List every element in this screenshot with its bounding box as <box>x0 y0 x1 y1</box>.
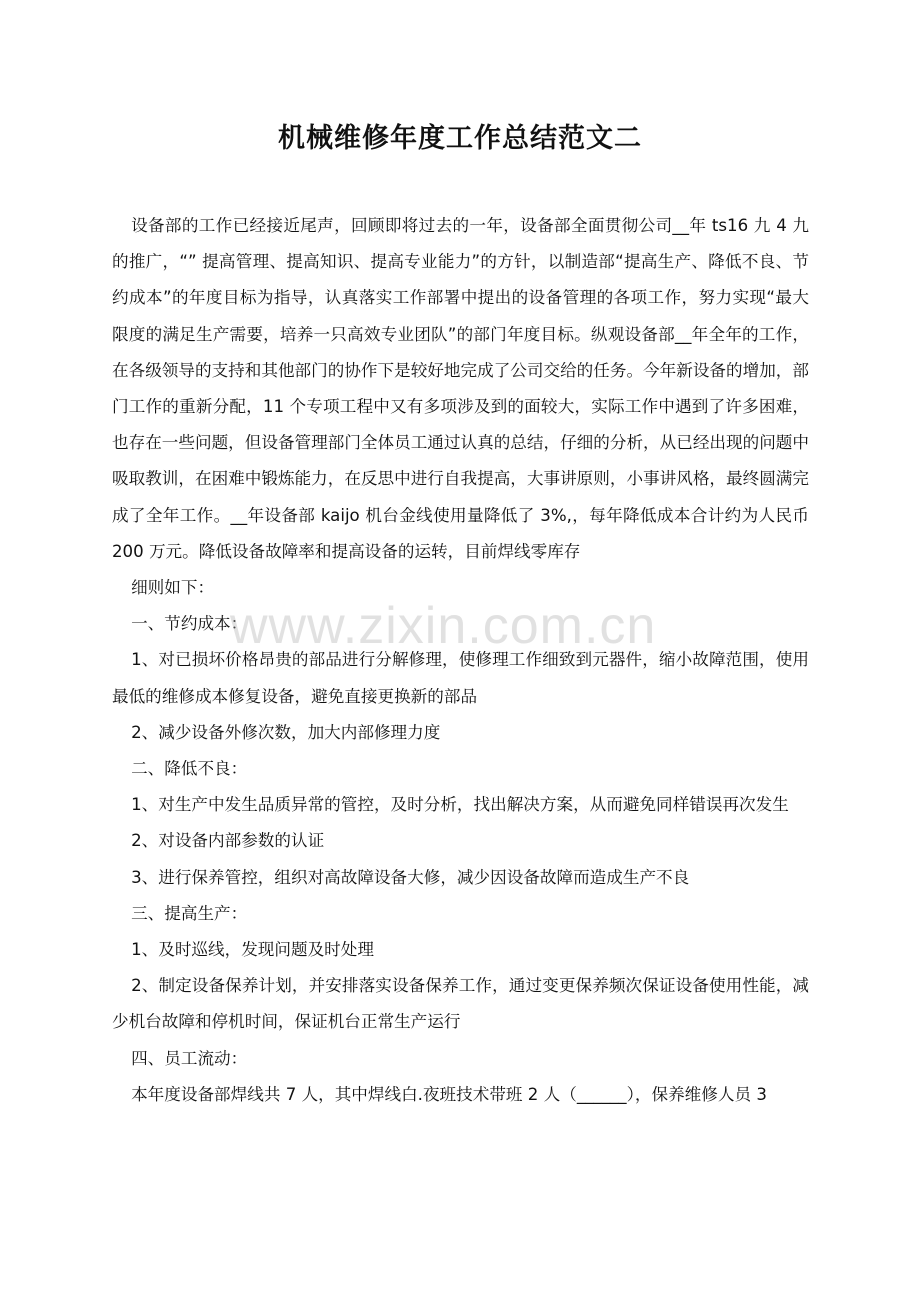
document-title: 机械维修年度工作总结范文二 <box>278 123 642 154</box>
list-item: 1、及时巡线，发现问题及时处理 <box>131 940 374 960</box>
watermark-text: www.zixin.com.cn <box>230 597 657 655</box>
section-heading-staff: 四、员工流动： <box>131 1048 248 1068</box>
list-item: 2、对设备内部参数的认证 <box>131 831 325 851</box>
staff-paragraph: 本年度设备部焊线共 7 人，其中焊线白.夜班技术带班 2 人（______），保养维修人员 3 <box>131 1084 767 1104</box>
section-heading-production: 三、提高生产： <box>131 903 248 923</box>
document-body <box>112 208 809 1113</box>
list-item: 2、制定设备保养计划，并安排落实设备保养工作，通过变更保养频次保证设备使用性能，减少机台故障和停机时间，保证机台正常生产运行 <box>112 976 809 1032</box>
list-item: 1、对已损坏价格昂贵的部品进行分解修理，使修理工作细致到元器件，缩小故障范围，使用最低的维修成本修复设备，避免直接更换新的部品 <box>112 650 809 706</box>
section-heading-cost: 一、节约成本： <box>131 614 248 634</box>
list-item: 2、减少设备外修次数，加大内部修理力度 <box>131 722 441 742</box>
list-item: 3、进行保养管控，组织对高故障设备大修，减少因设备故障而造成生产不良 <box>131 867 690 887</box>
details-heading: 细则如下： <box>131 578 215 598</box>
intro-paragraph: 设备部的工作已经接近尾声，回顾即将过去的一年，设备部全面贯彻公司__年 ts16 九 4 九的推广，“” 提高管理、提高知识、提高专业能力”的方针，以制造部“提高生产、降低不良、节约成本”的年度目标为指导，认真落实工作部署中提出的设备管理的各项工作，努力实现“最大限度的满足生产需要，培养一只高效专业团队”的部门年度目标。纵观设备部__年全年的工作，在各级领导的支持和其他部门的协作下是较好地完成了公司交给的任务。今年新设备的增加，部门工作的重新分配，11 个专项工程中又有多项涉及到的面较大，实际工作中遇到了许多困难，也存在一些问题，但设备管理部门全体员工通过认真的总结，仔细的分析，从已经出现的问题中吸取教训，在困难中锻炼能力，在反思中进行自我提高，大事讲原则，小事讲风格，最终圆满完成了全年工作。__年设备部 kaijo 机台金线使用量降低了 3%,，每年降低成本合计约为人民币 200 万元。降低设备故障率和提高设备的运转，目前焊线零库存 <box>112 216 809 561</box>
section-heading-defects: 二、降低不良： <box>131 759 248 779</box>
list-item: 1、对生产中发生品质异常的管控，及时分析，找出解决方案，从而避免同样错误再次发生 <box>131 795 789 815</box>
